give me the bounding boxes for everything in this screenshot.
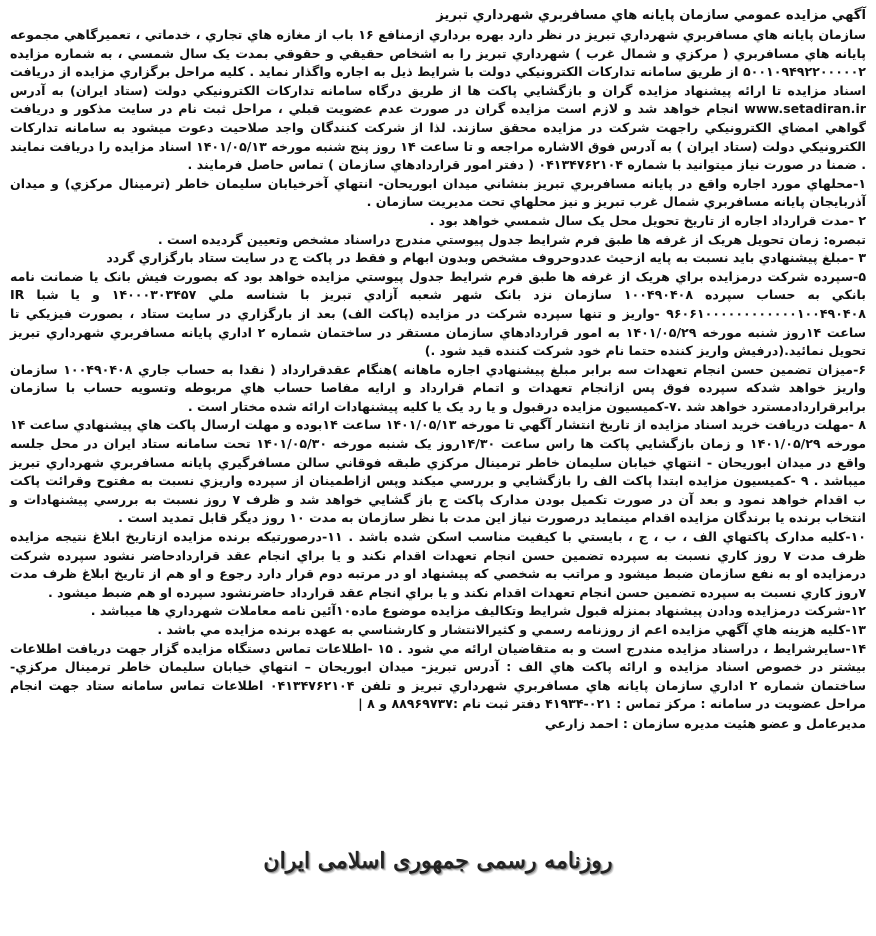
notice-clause-2: ۲ -مدت قرارداد اجاره از تاريخ تحويل محل يک سال شمسي خواهد بود . bbox=[429, 212, 866, 228]
notice-clause-6-7: ۶-ميزان تضمين حسن انجام تعهدات سه برابر مبلغ پيشنهادي اجاره ماهانه )هنگام عقدقرارداد ( نقدا به حساب جاري ۱۰۰۴۹۰۴۰۸ سازمان واريز خواهد شدكه سپرده فوق پس ازانجام تعهدات و اتمام قرارداد و ارايه مفاصا حساب هاي مربوطه وتسويه حساب با سازمان برابرقراردادمسترد خواهد شد .۷-كميسيون مزايده درقبول و يا رد يک يا كليه پيشنهادات ارائه شده مختار است . bbox=[10, 361, 867, 414]
newspaper-footer bbox=[0, 848, 876, 874]
notice-clause-10-11: ۱۰-كليه مدارک پاكتهاي الف ، ب ، ج ، بايستي با كيفيت مناسب اسكن شده باشد . ۱۱-درصورتيكه برنده مزايده ازتاريخ ابلاغ نتيجه مزايده ظرف مدت ۷ روز كاري نسبت به سپرده تضمين حسن انجام تعهدات اقدام نكند و يا براي انجام عقد قراردادحاضر نشود سپرده شركت درمزايده او به نفع سازمان ضبط ميشود و مراتب به شخصي كه پيشنهاد او در مرتبه دوم قرار دارد رجوع و او هم از تاريخ ابلاغ ظرف مدت ۷روز كاري نسبت به سپرده تضمين حسن انجام تعهدات اقدام نكند و يا براي انجام عقد قرارداد حاضرنشود سپرده او هم ضبط ميشود . bbox=[10, 529, 866, 600]
notice-body bbox=[10, 6, 866, 733]
notice-clause-12: ۱۲-شركت درمزايده ودادن پيشنهاد بمنزله قبول شرايط وتكاليف مزايده موضوع ماده۱۰آئين نامه معاملات شهرداري ها ميباشد . bbox=[90, 603, 866, 619]
notice-clause-3: ۳ -مبلغ پيشنهادي بايد نسبت به پايه ازحيث عددوحروف مشخص وبدون ابهام و فقط در پاكت ج در سايت ستاد بارگزاري گردد bbox=[106, 250, 866, 266]
notice-note: تبصره: زمان تحويل هريک از غرفه ها طبق فرم شرايط جدول پيوستي مندرج دراسناد مشخص وتعيين گرديده است . bbox=[157, 231, 866, 247]
notice-clause-1: ۱-محلهاي مورد اجاره واقع در پايانه مسافربري تبريز بنشاني ميدان ابوريحان- انتهاي آخرخيابان سليمان خاطر (ترمينال مركزي) و ميدان آذربايجان پايانه مسافربري شمال غرب تبريز و نيز محلهاي تحت مديريت سازمان . bbox=[10, 175, 866, 210]
notice-clause-13: ۱۳-كليه هزينه هاي آگهي مزايده اعم از روزنامه رسمي و كثيرالانتشار و كارشناسي به عهده برنده مزايده مي باشد . bbox=[157, 622, 866, 637]
notice-clause-5: ۵-سپرده شركت درمزايده براي هريک از غرفه ها طبق فرم شرايط جدول پيوستي مزايده خواهد بود كه بصورت فيش بانک يا ضمانت نامه بانكي به حساب سپرده ۱۰۰۴۹۰۴۰۸ سازمان نزد بانک شهر شعبه آزادي تبريز با شناسه ملي ۱۴۰۰۰۳۰۳۴۵۷ و يا شبا IR ۹۶۰۶۱۰۰۰۰۰۰۰۰۰۰۰۰۱۰۰۴۹۰۴۰۸ -واريز و تنها سپرده شركت در مزايده (پاكت الف) بعد از بارگزاري در سايت ستاد ، بصورت فيزيكي تا ساعت ۱۴روز شنبه مورخه ۱۴۰۱/۰۵/۲۹ به امور قراردادهاي سازمان مستقر در ساختمان شماره ۲ اداري پايانه مسافربري شهرداري تبريز تحويل نمائيد.(درفيش واريز كننده حتما نام خود شركت كننده قيد شود .) bbox=[10, 268, 866, 359]
notice-clause-14-15: ۱۴-سايرشرايط ، دراسناد مزايده مندرج است و به متقاضيان ارائه مي شود . ۱۵ -اطلاعات تماس دستگاه مزايده گزار جهت دريافت اطلاعات بيشتر در خصوص اسناد مزايده و ارائه پاكت هاي الف : آدرس تبريز- ميدان ابوريحان – انتهاي خيابان سليمان خاطر ترمينال مركزي- ساختمان شماره ۲ اداري سازمان پايانه هاي مسافربري شهرداري تبريز و تلفن ۰۴۱۳۴۷۶۲۱۰۴ اطلاعات تماس سامانه ستاد جهت انجام مراحل عضويت در سامانه : مركز تماس : ۰۲۱-۴۱۹۳۴ دفتر ثبت نام :۸۸۹۶۹۷۳۷ و ۸ | bbox=[10, 640, 867, 712]
notice-signer: مديرعامل و عضو هئيت مديره سازمان : احمد زارعي bbox=[544, 715, 866, 731]
notice-clause-8-9: ۸ -مهلت دريافت خريد اسناد مزايده از تاريخ انتشار آگهي تا مورخه ۱۴۰۱/۰۵/۱۳ ساعت ۱۴بوده و مهلت ارسال پاكت هاي پيشنهادي ساعت ۱۴ مورخه ۱۴۰۱/۰۵/۲۹ و زمان بازگشايي پاكت ها راس ساعت ۱۴/۳۰روز يک شنبه مورخه ۱۴۰۱/۰۵/۳۰ تحت سامانه ستاد ايران در محل جلسه واقع در ميدان ابوريحان - انتهاي خيابان سليمان خاطر ترمينال مركزي طبقه فوقاني سالن مسافرگيري پايانه مسافربري شهرداري تبريز ميباشد . ۹ -كميسيون مزايده ابتدا پاكت الف را بازگشايي و بررسي ميكند وپس ازاطمينان از سپرده واريزي نسبت به مفتوح وقرائت پاكت ب اقدام خواهد نمود و بعد آن در صورت تكميل بودن مدارک پاكت ج باز گشايي خواهد شد و ظرف ۷ روز نسبت به بررسي پيشنهادات و انتخاب برنده يا برندگان مزايده اقدام مينمايد درصورت نياز اين مدت با نظر سازمان به مدت ۱۰ روز ديگر قابل تمديد است . bbox=[10, 417, 867, 526]
notice-intro-paragraph: سازمان پايانه هاي مسافربري شهرداري تبريز در نظر دارد بهره برداري ازمنافع ۱۶ باب از مغازه هاي تجاري ، خدماتي ، تعميرگاهي مجموعه پايانه هاي مسافربري ( مركزي و شمال غرب ) شهرداري تبريز را به اشخاص حقيقي و حقوقي بمدت يک سال شمسي ، به شماره مزايده ۵۰۰۱۰۹۴۹۲۲۰۰۰۰۰۲ از طريق سامانه تداركات الكترونيكي دولت با شرايط ذيل به اجاره واگذار نمايد . كليه مراحل برگزاري مزايده از دريافت اسناد مزايده تا ارائه پيشنهاد مزايده گران و بازگشايي پاكت ها از طريق درگاه سامانه تداركات الكترونيكي دولت (ستاد ايران) به آدرس www.setadiran.ir انجام خواهد شد و لازم است مزايده گران در صورت عدم عضويت قبلي ، مراحل ثبت نام در سايت مذكور و دريافت گواهي امضاي الكترونيكي راجهت شركت در مزايده محقق سازند. لذا از شركت كنندگان واجد صلاحيت دعوت ميشود به سامانه تداركات الكترونيكي دولت (ستاد ايران ) به آدرس فوق الاشاره مراجعه و تا ساعت ۱۴ روز پنج شنبه مورخه ۱۴۰۱/۰۵/۱۳ اسناد مزايده را دريافت نمايند . ضمنا در صورت نياز ميتوانيد با شماره ۰۴۱۳۴۷۶۲۱۰۴ ( دفتر امور قراردادهاي سازمان ) تماس حاصل فرمايند . bbox=[10, 27, 866, 173]
notice-title: آگهي مزايده عمومي سازمان پايانه هاي مسافربري شهرداري تبريز bbox=[436, 8, 866, 23]
newspaper-name-logo: روزنامه رسمی جمهوری اسلامی ایران bbox=[263, 848, 613, 874]
